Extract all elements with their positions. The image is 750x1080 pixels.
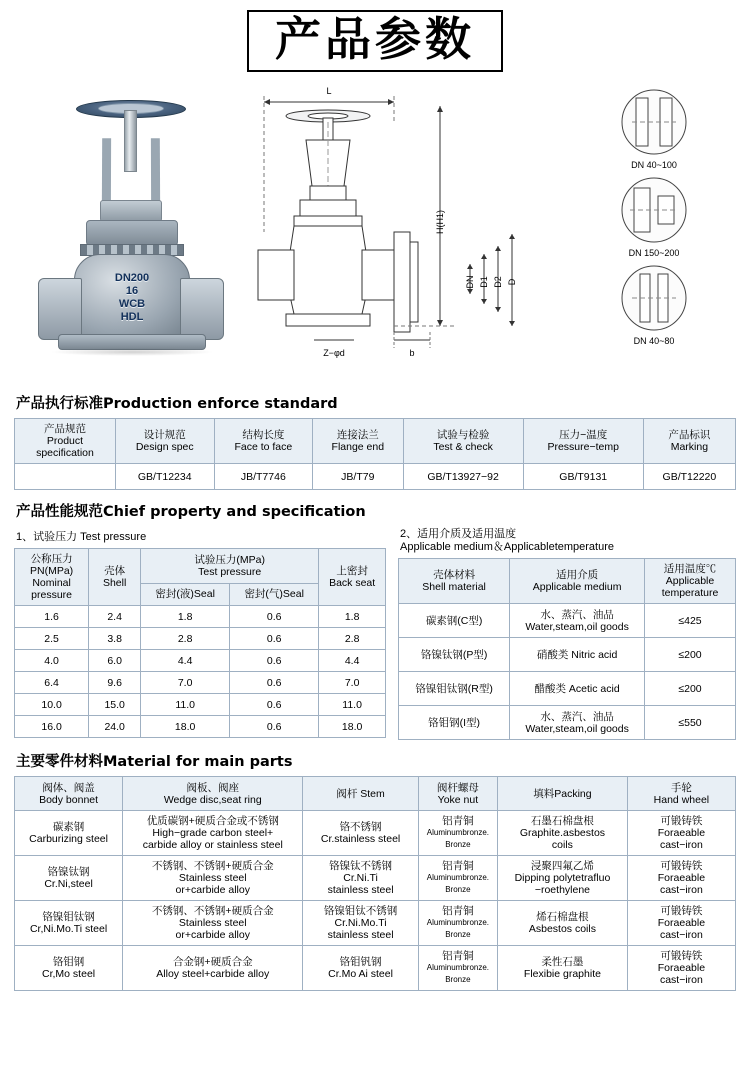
cell: 7.0 bbox=[319, 672, 386, 694]
cell-packing: 浸聚四氟乙烯 Dipping polytetrafluo −roethylene bbox=[498, 856, 628, 901]
valve-photo bbox=[14, 82, 244, 382]
table-row bbox=[15, 672, 386, 694]
cell: 0.6 bbox=[230, 606, 319, 628]
cell-packing: 石墨石棉盘根 Graphite.asbestos coils bbox=[498, 811, 628, 856]
cell-medium: 水、蒸汽、油品 Water,steam,oil goods bbox=[510, 706, 645, 740]
th-nominal-pressure: 公称压力 PN(MPa) Nominal pressure bbox=[15, 549, 89, 606]
performance-heading: 产品性能规范Chief property and specification bbox=[16, 504, 366, 520]
page-title: 产品参数 bbox=[247, 10, 503, 72]
table-row bbox=[15, 716, 386, 738]
cell-packing: 烯石棉盘根 Asbestos coils bbox=[498, 901, 628, 946]
cell-temperature: ≤200 bbox=[645, 638, 736, 672]
cell-flange-end-value: JB/T79 bbox=[313, 464, 403, 490]
cell-medium: 硝酸类 Nitric acid bbox=[510, 638, 645, 672]
th-shell: 壳体 Shell bbox=[89, 549, 141, 606]
cell-wedge: 不锈钢、不锈钢+硬质合金 Stainless steel or+carbide alloy bbox=[123, 901, 303, 946]
small-fig-label-1: DN 40~100 bbox=[631, 160, 677, 170]
cell: 18.0 bbox=[141, 716, 230, 738]
table-header-row bbox=[15, 549, 386, 584]
th-test-check: 试验与检验 Test & check bbox=[403, 419, 523, 464]
th-seal-gas: 密封(气)Seal bbox=[230, 583, 319, 605]
cell-design-spec-value: GB/T12234 bbox=[115, 464, 214, 490]
valve-technical-drawing bbox=[244, 82, 584, 382]
cell-material: 铬钼钢(I型) bbox=[399, 706, 510, 740]
table-row bbox=[399, 706, 736, 740]
cell-body: 铬镍钛钢 Cr.Ni,steel bbox=[15, 856, 123, 901]
table-row bbox=[15, 650, 386, 672]
cell: 2.8 bbox=[319, 628, 386, 650]
cell: 1.8 bbox=[141, 606, 230, 628]
cell: 2.8 bbox=[141, 628, 230, 650]
cell-material: 碳素钢(C型) bbox=[399, 604, 510, 638]
medium-subheading bbox=[400, 528, 736, 554]
valve-gland bbox=[100, 200, 162, 222]
th-face-to-face: 结构长度 Face to face bbox=[214, 419, 313, 464]
performance-columns bbox=[14, 526, 736, 740]
svg-text:L: L bbox=[326, 86, 332, 96]
cell-temperature: ≤550 bbox=[645, 706, 736, 740]
cell: 1.6 bbox=[15, 606, 89, 628]
cell-wedge: 优质碳钢+硬质合金或不锈钢 High−grade carbon steel+ carbide alloy or stainless steel bbox=[123, 811, 303, 856]
svg-text:Z−φd: Z−φd bbox=[323, 348, 345, 358]
cell: 2.5 bbox=[15, 628, 89, 650]
small-fig-label-2: DN 150~200 bbox=[628, 248, 680, 258]
photo-shadow bbox=[50, 348, 214, 356]
cell-temperature: ≤200 bbox=[645, 672, 736, 706]
cell: 11.0 bbox=[319, 694, 386, 716]
cell-hand-wheel: 可锻铸铁 Foraeable cast−iron bbox=[627, 901, 735, 946]
cell: 15.0 bbox=[89, 694, 141, 716]
cell-body: 铬钼钢 Cr,Mo steel bbox=[15, 946, 123, 991]
test-pressure-block bbox=[14, 526, 386, 738]
svg-text:D: D bbox=[507, 278, 517, 286]
table-row bbox=[15, 464, 736, 490]
cell: 9.6 bbox=[89, 672, 141, 694]
th-applicable-medium: 适用介质 Applicable medium bbox=[510, 559, 645, 604]
valve-bonnet bbox=[86, 220, 178, 246]
cell-hand-wheel: 可锻铸铁 Foraeable cast−iron bbox=[627, 856, 735, 901]
table-row bbox=[399, 638, 736, 672]
cell-face-to-face-value: JB/T7746 bbox=[214, 464, 313, 490]
table-header-row bbox=[399, 559, 736, 604]
th-back-seat: 上密封 Back seat bbox=[319, 549, 386, 606]
cell-stem: 铬不锈钢 Cr.stainless steel bbox=[303, 811, 418, 856]
cell: 0.6 bbox=[230, 694, 319, 716]
page-title-wrap bbox=[14, 0, 736, 78]
cell: 0.6 bbox=[230, 628, 319, 650]
table-row bbox=[15, 811, 736, 856]
cell: 16.0 bbox=[15, 716, 89, 738]
th-yoke-nut: 阀杆螺母 Yoke nut bbox=[418, 777, 497, 811]
cell-yoke-nut: 铝青铜 Aluminumbronze. Bronze bbox=[418, 901, 497, 946]
table-row bbox=[15, 946, 736, 991]
table-row bbox=[15, 856, 736, 901]
th-stem: 阀杆 Stem bbox=[303, 777, 418, 811]
cell: 2.4 bbox=[89, 606, 141, 628]
table-row bbox=[15, 901, 736, 946]
cell: 1.8 bbox=[319, 606, 386, 628]
svg-text:D2: D2 bbox=[493, 276, 503, 288]
table-row bbox=[15, 628, 386, 650]
svg-text:b: b bbox=[409, 348, 415, 358]
cell-material: 铬镍钛钢(P型) bbox=[399, 638, 510, 672]
cell-wedge: 合金钢+硬质合金 Alloy steel+carbide alloy bbox=[123, 946, 303, 991]
th-packing: 填料Packing bbox=[498, 777, 628, 811]
cell: 18.0 bbox=[319, 716, 386, 738]
cell: 4.0 bbox=[15, 650, 89, 672]
cell-material: 铬镍钼钛钢(R型) bbox=[399, 672, 510, 706]
nameplate-dn: DN200 bbox=[114, 272, 150, 284]
nameplate-code: HDL bbox=[120, 311, 144, 323]
th-seal-liquid: 密封(液)Seal bbox=[141, 583, 230, 605]
cell-wedge: 不锈钢、不锈钢+硬质合金 Stainless steel or+carbide alloy bbox=[123, 856, 303, 901]
cell: 4.4 bbox=[141, 650, 230, 672]
parts-heading: 主要零件材料Material for main parts bbox=[16, 754, 293, 770]
cell: 0.6 bbox=[230, 650, 319, 672]
table-header-row bbox=[15, 419, 736, 464]
medium-block bbox=[398, 526, 736, 740]
cell-yoke-nut: 铝青铜 Aluminumbronze. Bronze bbox=[418, 856, 497, 901]
cell: 0.6 bbox=[230, 672, 319, 694]
cell: 4.4 bbox=[319, 650, 386, 672]
cell: 7.0 bbox=[141, 672, 230, 694]
th-applicable-temperature: 适用温度℃ Applicable temperature bbox=[645, 559, 736, 604]
th-flange-end: 连接法兰 Flange end bbox=[313, 419, 403, 464]
cell-medium: 水、蒸汽、油品 Water,steam,oil goods bbox=[510, 604, 645, 638]
cell-marking-value: GB/T12220 bbox=[643, 464, 735, 490]
cell: 24.0 bbox=[89, 716, 141, 738]
cell-product-spec-value bbox=[15, 464, 116, 490]
th-design-spec: 设计规范 Design spec bbox=[115, 419, 214, 464]
cell-stem: 铬镍钼钛不锈钢 Cr.Ni.Mo.Ti stainless steel bbox=[303, 901, 418, 946]
cell: 11.0 bbox=[141, 694, 230, 716]
valve-nameplate bbox=[92, 272, 172, 323]
cell-hand-wheel: 可锻铸铁 Foraeable cast−iron bbox=[627, 811, 735, 856]
cell-temperature: ≤425 bbox=[645, 604, 736, 638]
cell-test-check-value: GB/T13927−92 bbox=[403, 464, 523, 490]
th-body-bonnet: 阀体、阀盖 Body bonnet bbox=[15, 777, 123, 811]
th-shell-material: 壳体材料 Shell material bbox=[399, 559, 510, 604]
test-pressure-subheading: 1、试验压力 Test pressure bbox=[16, 531, 147, 543]
th-marking: 产品标识 Marking bbox=[643, 419, 735, 464]
table-row bbox=[15, 694, 386, 716]
th-test-pressure: 试验压力(MPa) Test pressure bbox=[141, 549, 319, 584]
cell-medium: 醋酸类 Acetic acid bbox=[510, 672, 645, 706]
drawing-svg bbox=[244, 82, 584, 382]
small-figures bbox=[584, 82, 724, 382]
cell-body: 碳素钢 Carburizing steel bbox=[15, 811, 123, 856]
cell-yoke-nut: 铝青铜 Aluminumbronze. Bronze bbox=[418, 811, 497, 856]
cell: 6.4 bbox=[15, 672, 89, 694]
small-fig-label-3: DN 40~80 bbox=[633, 336, 675, 346]
flange-left bbox=[38, 278, 82, 340]
cell-hand-wheel: 可锻铸铁 Foraeable cast−iron bbox=[627, 946, 735, 991]
figures-band bbox=[14, 82, 736, 382]
cell: 3.8 bbox=[89, 628, 141, 650]
th-wedge-seat: 阀板、阀座 Wedge disc,seat ring bbox=[123, 777, 303, 811]
nameplate-material: WCB bbox=[118, 298, 146, 310]
cell-stem: 铬镍钛不锈钢 Cr.Ni.Ti stainless steel bbox=[303, 856, 418, 901]
cell-body: 铬镍钼钛钢 Cr,Ni.Mo.Ti steel bbox=[15, 901, 123, 946]
table-header-row bbox=[15, 777, 736, 811]
table-row bbox=[15, 606, 386, 628]
cell-yoke-nut: 铝青铜 Aluminumbronze. Bronze bbox=[418, 946, 497, 991]
cell: 0.6 bbox=[230, 716, 319, 738]
main-parts-material-table bbox=[14, 776, 736, 991]
standard-table bbox=[14, 418, 736, 490]
th-pressure-temp: 压力−温度 Pressure−temp bbox=[523, 419, 643, 464]
table-row bbox=[399, 604, 736, 638]
svg-text:H(H1): H(H1) bbox=[435, 210, 445, 234]
medium-temperature-table bbox=[398, 558, 736, 740]
cell-pressure-temp-value: GB/T9131 bbox=[523, 464, 643, 490]
svg-text:DN: DN bbox=[465, 275, 475, 289]
standard-heading: 产品执行标准Production enforce standard bbox=[16, 396, 338, 412]
svg-text:D1: D1 bbox=[479, 276, 489, 288]
flange-right bbox=[180, 278, 224, 340]
th-product-spec: 产品规范 Product specification bbox=[15, 419, 116, 464]
test-pressure-table bbox=[14, 548, 386, 738]
nameplate-pn: 16 bbox=[125, 285, 139, 297]
cell: 6.0 bbox=[89, 650, 141, 672]
table-row bbox=[399, 672, 736, 706]
cell-packing: 柔性石墨 Flexibie graphite bbox=[498, 946, 628, 991]
cell: 10.0 bbox=[15, 694, 89, 716]
medium-subheading-cn: 2、适用介质及适用温度 bbox=[400, 528, 517, 540]
cell-stem: 铬钼钒钢 Cr.Mo Ai steel bbox=[303, 946, 418, 991]
medium-subheading-en: Applicable medium＆Applicabletemperature bbox=[400, 541, 615, 553]
th-hand-wheel: 手轮 Hand wheel bbox=[627, 777, 735, 811]
